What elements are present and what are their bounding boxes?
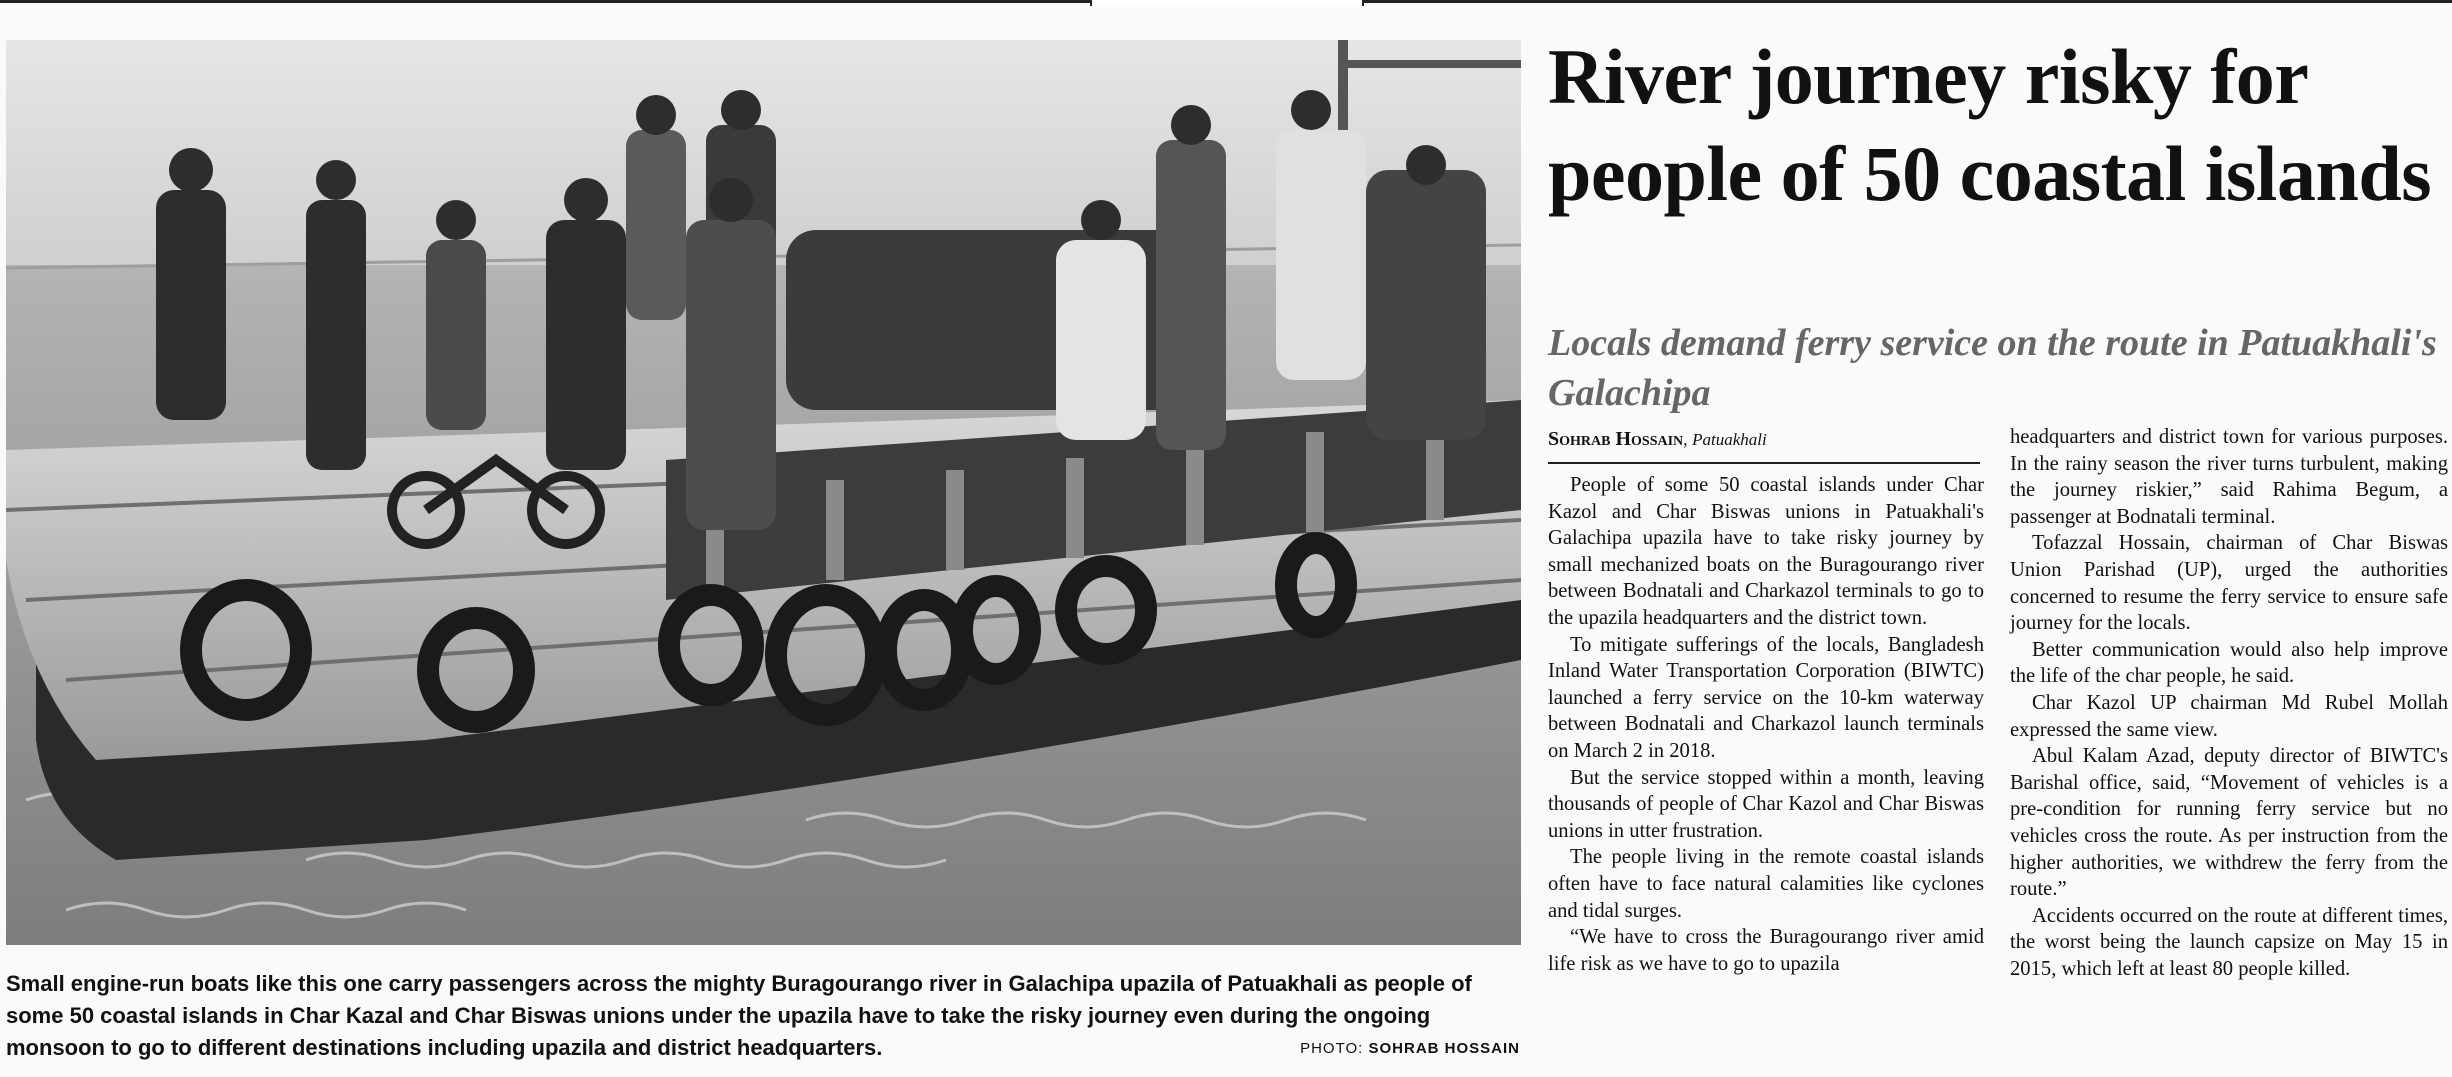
body-paragraph-continued: headquarters and district town for various purposes. In the rainy season the river turns turbulent, making the journey riskier,” said Rahima Begum, a passenger at Bodnatali terminal. <box>2010 426 2448 528</box>
body-column-1 <box>1548 472 1984 977</box>
photo-caption: Small engine-run boats like this one carry passengers across the mighty Buragourango river in Galachipa upazila of Patuakhali as people of some 50 coastal islands in Char Kazal and Char Biswas unions under the upazila have to take the risky journey even during the ongoing monsoon to go to different destinations including upazila and district headquarters. <box>6 971 1472 1060</box>
body-paragraph: But the service stopped within a month, leaving thousands of people of Char Kazol and Char Biswas unions in utter frustration. <box>1548 766 1984 842</box>
body-column-2 <box>2010 424 2448 982</box>
boat-photo-illustration <box>6 40 1521 945</box>
body-paragraph: Tofazzal Hossain, chairman of Char Biswas Union Parishad (UP), urged the authorities concerned to resume the ferry service to ensure safe journey for the locals. <box>2010 532 2448 635</box>
byline-place: Patuakhali <box>1692 430 1767 449</box>
body-paragraph: The people living in the remote coastal islands often have to face natural calamities like cyclones and tidal surges. <box>1548 846 1984 922</box>
byline-author: Sohrab Hossain <box>1548 428 1684 450</box>
body-paragraph: Abul Kalam Azad, deputy director of BIWTC's Barishal office, said, “Movement of vehicles is a pre-condition for running ferry service but no vehicles cross the route. As per instruction from the higher authorities, we withdrew the ferry from the route.” <box>2010 745 2448 901</box>
section-tab <box>1090 0 1364 6</box>
body-paragraph: People of some 50 coastal islands under Char Kazol and Char Biswas unions in Patuakhali's Galachipa upazila have to take risky journey by small mechanized boats on the Buragourango river between Bodnatali and Charkazol terminals to go to the upazila headquarters and the district town. <box>1548 474 1984 629</box>
news-photo <box>6 40 1521 945</box>
deck-subheadline: Locals demand ferry service on the route in Patuakhali's Galachipa <box>1548 322 2437 414</box>
byline-rule <box>1548 462 1980 464</box>
photo-credit <box>1290 1040 1520 1057</box>
body-paragraph: “We have to cross the Buragourango river amid life risk as we have to go to upazila <box>1548 926 1984 975</box>
byline-comma: , <box>1683 429 1693 449</box>
body-paragraph: Char Kazol UP chairman Md Rubel Mollah expressed the same view. <box>2010 691 2448 741</box>
headline: River journey risky for people of 50 coastal islands <box>1548 33 2432 217</box>
body-paragraph: To mitigate sufferings of the locals, Bangladesh Inland Water Transportation Corporation (BIWTC) launched a ferry service on the 10-km waterway between Bodnatali and Charkazol launch terminals on March 2 in 2018. <box>1548 633 1984 762</box>
body-paragraph: Better communication would also help improve the life of the char people, he said. <box>2010 638 2448 688</box>
body-paragraph: Accidents occurred on the route at different times, the worst being the launch capsize on May 15 in 2015, which left at least 80 people killed. <box>2010 904 2448 980</box>
photo-credit-name: SOHRAB HOSSAIN <box>1368 1040 1520 1057</box>
photo-credit-label: PHOTO: <box>1300 1040 1364 1057</box>
byline <box>1548 428 1978 451</box>
